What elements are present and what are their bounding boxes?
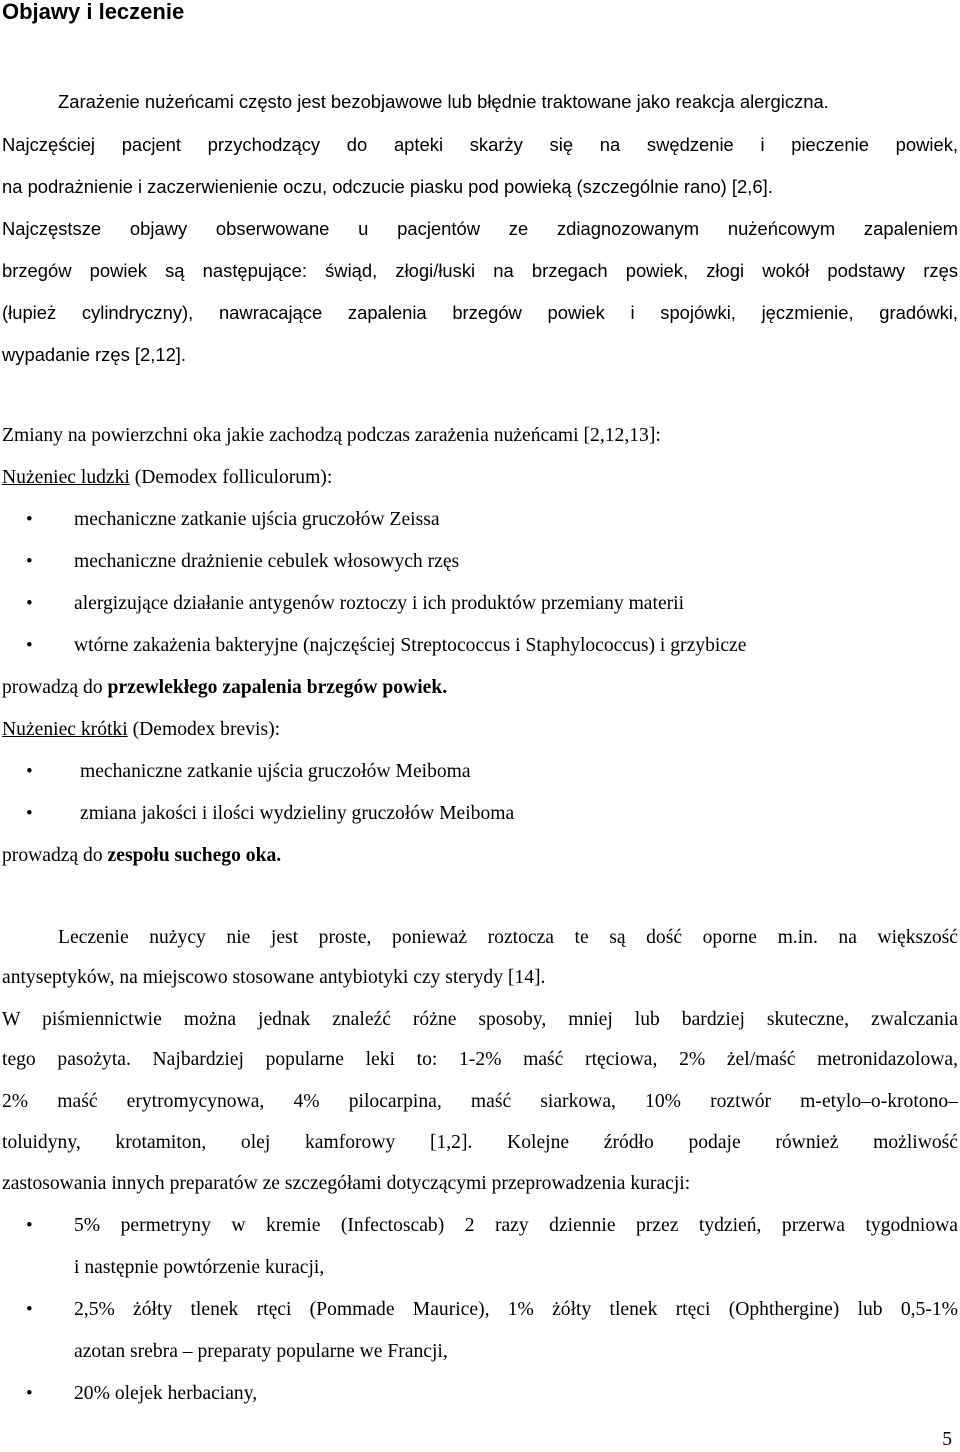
bullet-icon: • [26, 635, 33, 656]
treatment-line-1: Leczenie nużycy nie jest proste, ponieważ roztocza te są dość oporne m.in. na większość [58, 927, 958, 948]
paragraph-1-line-3: na podrażnienie i zaczerwienienie oczu, odczucie piasku pod powieką (szczególnie rano) [2,6]. [2, 176, 773, 197]
page-number: 5 [942, 1429, 952, 1450]
bullet-icon: • [26, 593, 33, 614]
paragraph-1-line-5: brzegów powiek są następujące: świąd, złogi/łuski na brzegach powiek, złogi wokół podstawy rzęs [2, 260, 958, 281]
brevis-name: Nużeniec krótki [2, 719, 128, 740]
treatment-line-3: W piśmiennictwie można jednak znaleźć różne sposoby, mniej lub bardziej skuteczne, zwalczania [2, 1009, 958, 1030]
brevis-latin: (Demodex brevis): [127, 719, 281, 740]
treatment-line-6: toluidyny, krotamiton, olej kamforowy [1,2]. Kolejne źródło podaje również możliwość [2, 1132, 958, 1153]
result-1 [2, 676, 958, 700]
folliculorum-heading [2, 466, 958, 490]
folliculorum-latin: (Demodex folliculorum): [129, 467, 333, 488]
treatment-line-7: zastosowania innych preparatów ze szczegółami dotyczącymi przeprowadzenia kuracji: [2, 1173, 691, 1194]
result-2-emphasis: zespołu suchego oka [107, 845, 277, 866]
treatment-line-2: antyseptyków, na miejscowo stosowane antybiotyki czy sterydy [14]. [2, 967, 546, 988]
paragraph-1-line-7: wypadanie rzęs [2,12]. [2, 344, 187, 365]
folliculorum-name: Nużeniec ludzki [2, 467, 130, 488]
list-item: 2,5% żółty tlenek rtęci (Pommade Maurice), 1% żółty tlenek rtęci (Ophthergine) lub 0,5-1% [74, 1299, 958, 1320]
result-1-suffix: . [442, 677, 448, 698]
bullet-icon: • [26, 1215, 33, 1236]
bullet-icon: • [26, 803, 33, 824]
list-item: mechaniczne zatkanie ujścia gruczołów Zeissa [74, 509, 440, 530]
list-item: zmiana jakości i ilości wydzieliny gruczołów Meiboma [80, 803, 515, 824]
result-2-prefix: prowadzą do [2, 845, 108, 866]
list-item: 5% permetryny w kremie (Infectoscab) 2 razy dziennie przez tydzień, przerwa tygodniowa [74, 1215, 958, 1236]
result-2-suffix: . [276, 845, 282, 866]
list-item-continuation: azotan srebra – preparaty popularne we Francji, [74, 1341, 448, 1362]
treatment-line-4: tego pasożyta. Najbardziej popularne leki to: 1-2% maść rtęciowa, 2% żel/maść metronidazolowa, [2, 1049, 958, 1070]
list-item-continuation: i następnie powtórzenie kuracji, [74, 1257, 325, 1278]
list-item: mechaniczne zatkanie ujścia gruczołów Meiboma [80, 761, 471, 782]
list-item: wtórne zakażenia bakteryjne (najczęściej Streptococcus i Staphylococcus) i grzybicze [74, 635, 747, 656]
bullet-icon: • [26, 551, 33, 572]
treatment-line-5: 2% maść erytromycynowa, 4% pilocarpina, maść siarkowa, 10% roztwór m-etylo–o-krotono– [2, 1091, 958, 1112]
paragraph-1-line-4: Najczęstsze objawy obserwowane u pacjentów ze zdiagnozowanym nużeńcowym zapaleniem [2, 218, 958, 239]
section-title: Objawy i leczenie [2, 0, 185, 24]
brevis-heading [2, 718, 958, 742]
paragraph-1-line-6: (łupież cylindryczny), nawracające zapalenia brzegów powiek i spojówki, jęczmienie, gradówki, [2, 302, 958, 323]
bullet-icon: • [26, 761, 33, 782]
result-2 [2, 844, 958, 868]
paragraph-1-line-2: Najczęściej pacjent przychodzący do apteki skarży się na swędzenie i pieczenie powiek, [2, 134, 958, 155]
paragraph-1-line-1: Zarażenie nużeńcami często jest bezobjawowe lub błędnie traktowane jako reakcja alergiczna. [58, 91, 829, 112]
list-item: 20% olejek herbaciany, [74, 1383, 258, 1404]
result-1-prefix: prowadzą do [2, 677, 108, 698]
bullet-icon: • [26, 509, 33, 530]
list-item: mechaniczne drażnienie cebulek włosowych rzęs [74, 551, 460, 572]
result-1-emphasis: przewlekłego zapalenia brzegów powiek [107, 677, 443, 698]
bullet-icon: • [26, 1383, 33, 1404]
bullet-icon: • [26, 1299, 33, 1320]
list-item: alergizujące działanie antygenów roztoczy i ich produktów przemiany materii [74, 593, 685, 614]
changes-intro: Zmiany na powierzchni oka jakie zachodzą podczas zarażenia nużeńcami [2,12,13]: [2, 425, 661, 446]
